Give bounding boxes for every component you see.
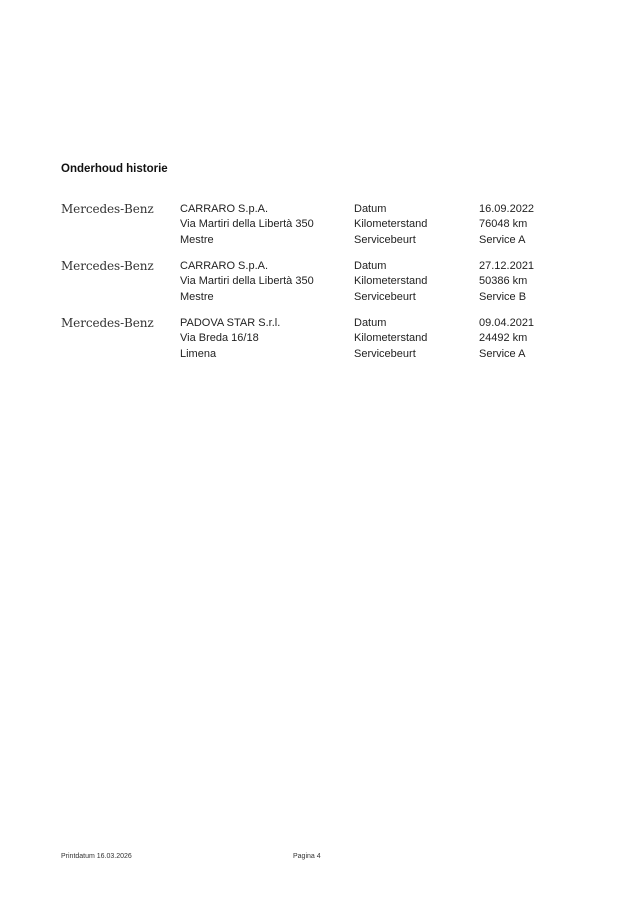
label-date: Datum <box>354 203 387 215</box>
field-values <box>479 202 534 248</box>
field-values <box>479 259 534 305</box>
label-km: Kilometerstand <box>354 275 428 288</box>
dealer-city: Limena <box>180 347 217 360</box>
value-km: 24492 km <box>479 332 528 345</box>
label-service: Servicebeurt <box>354 290 416 303</box>
service-entry <box>0 316 640 373</box>
service-entry <box>0 202 640 259</box>
label-service: Servicebeurt <box>354 347 416 360</box>
dealer-city: Mestre <box>180 233 214 246</box>
label-km: Kilometerstand <box>354 218 428 231</box>
dealer-name: PADOVA STAR S.r.l. <box>180 317 281 329</box>
dealer-info <box>180 316 280 362</box>
service-history-list <box>0 202 640 373</box>
dealer-info <box>180 202 314 248</box>
dealer-city: Mestre <box>180 290 214 303</box>
dealer-street: Via Breda 16/18 <box>180 332 259 345</box>
section-title: Onderhoud historie <box>61 163 168 175</box>
label-date: Datum <box>354 317 387 329</box>
value-date: 16.09.2022 <box>479 203 535 215</box>
dealer-street: Via Martiri della Libertà 350 <box>180 218 314 231</box>
value-service: Service B <box>479 290 527 303</box>
dealer-street: Via Martiri della Libertà 350 <box>180 275 314 288</box>
value-km: 50386 km <box>479 275 528 288</box>
field-values <box>479 316 534 362</box>
brand-logo-text: Mercedes-Benz <box>61 202 154 216</box>
field-labels <box>354 259 427 305</box>
field-labels <box>354 316 427 362</box>
dealer-info <box>180 259 314 305</box>
dealer-name: CARRARO S.p.A. <box>180 260 269 272</box>
label-km: Kilometerstand <box>354 332 428 345</box>
field-labels <box>354 202 427 248</box>
service-entry <box>0 259 640 316</box>
value-date: 09.04.2021 <box>479 317 535 329</box>
brand-logo-text: Mercedes-Benz <box>61 316 154 330</box>
label-service: Servicebeurt <box>354 233 416 246</box>
dealer-name: CARRARO S.p.A. <box>180 203 269 215</box>
value-km: 76048 km <box>479 218 528 231</box>
print-date: Printdatum 16.03.2026 <box>61 853 132 860</box>
value-service: Service A <box>479 233 526 246</box>
value-service: Service A <box>479 347 526 360</box>
page-number: Pagina 4 <box>293 853 321 860</box>
brand-logo-text: Mercedes-Benz <box>61 259 154 273</box>
value-date: 27.12.2021 <box>479 260 535 272</box>
label-date: Datum <box>354 260 387 272</box>
